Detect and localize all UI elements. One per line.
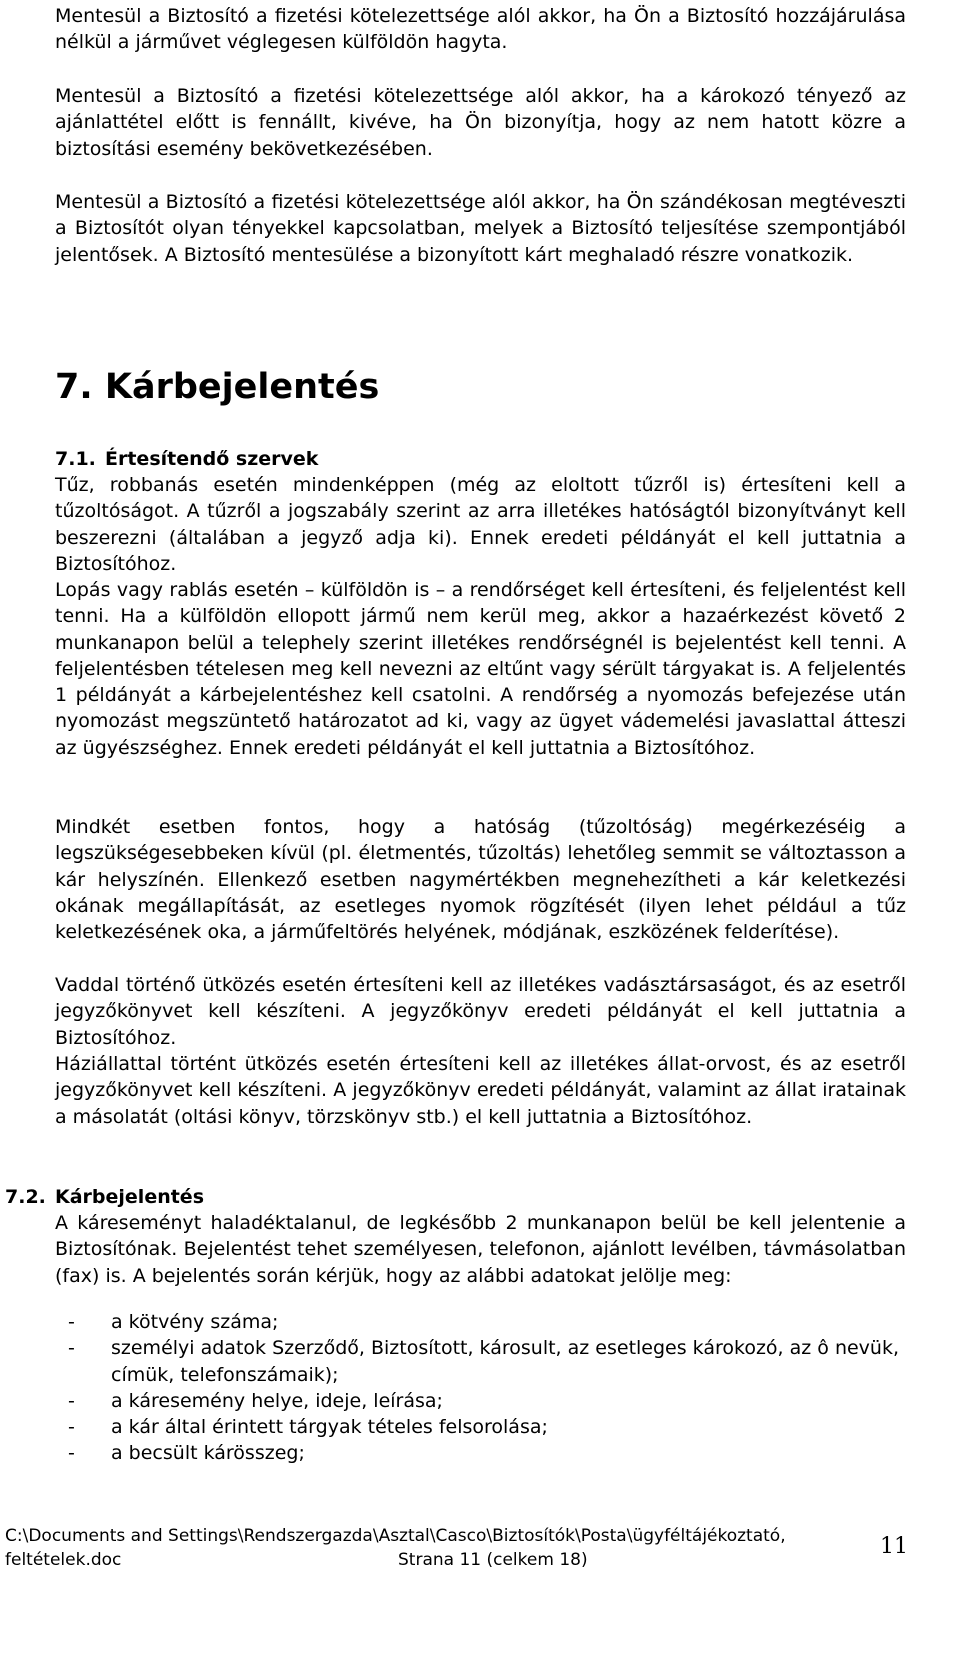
page-number: 11	[880, 1534, 908, 1559]
paragraph-abroad-exemption: Mentesül a Biztosító a fizetési kötelezettsége alól akkor, ha Ön a Biztosító hozzájárulása nélkül a járművet véglegesen külföldön hagyta.	[55, 5, 906, 54]
footer-file-name: feltételek.doc	[5, 1550, 122, 1570]
paragraph-wildlife-collision: Vaddal történő ütközés esetén értesíteni kell az illetékes vadásztársaságot, és az esetről jegyzőkönyvet kell készíteni. A jegyzőkönyv eredeti példányát el kell juttatnia a Biztosítóhoz.	[55, 974, 906, 1049]
subsection-title: Értesítendő szervek	[105, 448, 319, 470]
bullet-marker: -	[68, 1337, 75, 1360]
claim-data-list	[68, 1309, 908, 1467]
subsection-title: Kárbejelentés	[55, 1186, 205, 1208]
bullet-marker: -	[68, 1416, 75, 1439]
footer-file-path: C:\Documents and Settings\Rendszergazda\Asztal\Casco\Biztosítók\Posta\ügyféltájékoztató,	[5, 1526, 786, 1546]
list-item: - a becsült kárösszeg;	[68, 1440, 908, 1466]
bullet-marker: -	[68, 1311, 75, 1333]
subsection-heading-7-1	[55, 446, 455, 472]
paragraph-fire: Tűz, robbanás esetén mindenképpen (még az eloltott tűzről is) értesíteni kell a tűzoltóságot. A tűzről a jogszabály szerint az arra illetékes hatóságtól bizonyítványt kell beszerezni (általában a jegyző adja ki). Ennek eredeti példányát el kell juttatnia a Biztosítóhoz.	[55, 474, 906, 575]
subsection-number: 7.2.	[5, 1186, 46, 1208]
paragraph-preexisting-exemption: Mentesül a Biztosító a fizetési kötelezettsége alól akkor, ha a károkozó tényező az ajánlattétel előtt is fennállt, kivéve, ha Ön bizonyítja, hogy az nem hatott közre a biztosítási esemény bekövetkezésében.	[55, 85, 906, 160]
section-heading: 7. Kárbejelentés	[55, 367, 380, 407]
bullet-marker: -	[68, 1442, 75, 1465]
footer-page-label: Strana 11 (celkem 18)	[398, 1550, 588, 1570]
list-item: - a káresemény helye, ideje, leírása;	[68, 1388, 908, 1414]
subsection-heading-7-2	[5, 1184, 405, 1210]
page-footer	[5, 1524, 835, 1572]
list-item: - a kár által érintett tárgyak tételes felsorolása;	[68, 1414, 908, 1440]
paragraph-deception-exemption: Mentesül a Biztosító a fizetési kötelezettsége alól akkor, ha Ön szándékosan megtéveszti a Biztosítót olyan tényekkel kapcsolatban, melyek a Biztosító teljesítése szempontjából jelentősek. A Biztosító mentesülése a bizonyított kárt meghaladó részre vonatkozik.	[55, 191, 906, 266]
subsection-number: 7.1.	[55, 448, 96, 470]
paragraph-theft: Lopás vagy rablás esetén – külföldön is – a rendőrséget kell értesíteni, és feljelentést kell tenni. Ha a külföldön ellopott jármű nem kerül meg, akkor a hazaérkezést követő 2 munkanapon belül a telephely szerint illetékes rendőrségnél is bejelentést kell tenni. A feljelentésben tételesen meg kell nevezni az eltűnt vagy sérült tárgyakat is. A feljelentés 1 példányát a kárbejelentéshez kell csatolni. A rendőrség a nyomozás befejezése után nyomozást megszüntető határozatot ad ki, vagy az ügyet vádemelési javaslattal átteszi az ügyészséghez. Ennek eredeti példányát el kell juttatnia a Biztosítóhoz.	[55, 579, 906, 759]
bullet-marker: -	[68, 1389, 75, 1412]
paragraph-preserve-scene: Mindkét esetben fontos, hogy a hatóság (tűzoltóság) megérkezéséig a legszükségesebbeken kívül (pl. életmentés, tűzoltás) lehetőleg semmit se változtasson a kár helyszínén. Ellenkező esetben nagymértékben megnehezítheti a kár keletkezési okának megállapítását, az esetleges nyomok rögzítését (ilyen lehet például a tűz keletkezésének oka, a járműfeltörés helyének, módjának, eszközének felderítése).	[55, 816, 906, 944]
list-item: - személyi adatok Szerződő, Biztosított, károsult, az esetleges károkozó, az ô nevük, címük, telefonszámaik);	[68, 1337, 900, 1386]
list-item: - a kötvény száma;	[68, 1309, 908, 1335]
paragraph-domestic-animal-collision: Háziállattal történt ütközés esetén értesíteni kell az illetékes állat-orvost, és az esetről jegyzőkönyvet kell készíteni. A jegyzőkönyv eredeti példányát, valamint az állat iratainak a másolatát (oltási könyv, törzskönyv stb.) el kell juttatnia a Biztosítóhoz.	[55, 1053, 906, 1128]
paragraph-claim-reporting: A káreseményt haladéktalanul, de legkésőbb 2 munkanapon belül be kell jelentenie a Biztosítónak. Bejelentést tehet személyesen, telefonon, ajánlott levélben, távmásolatban (fax) is. A bejelentés során kérjük, hogy az alábbi adatokat jelölje meg:	[55, 1212, 906, 1287]
